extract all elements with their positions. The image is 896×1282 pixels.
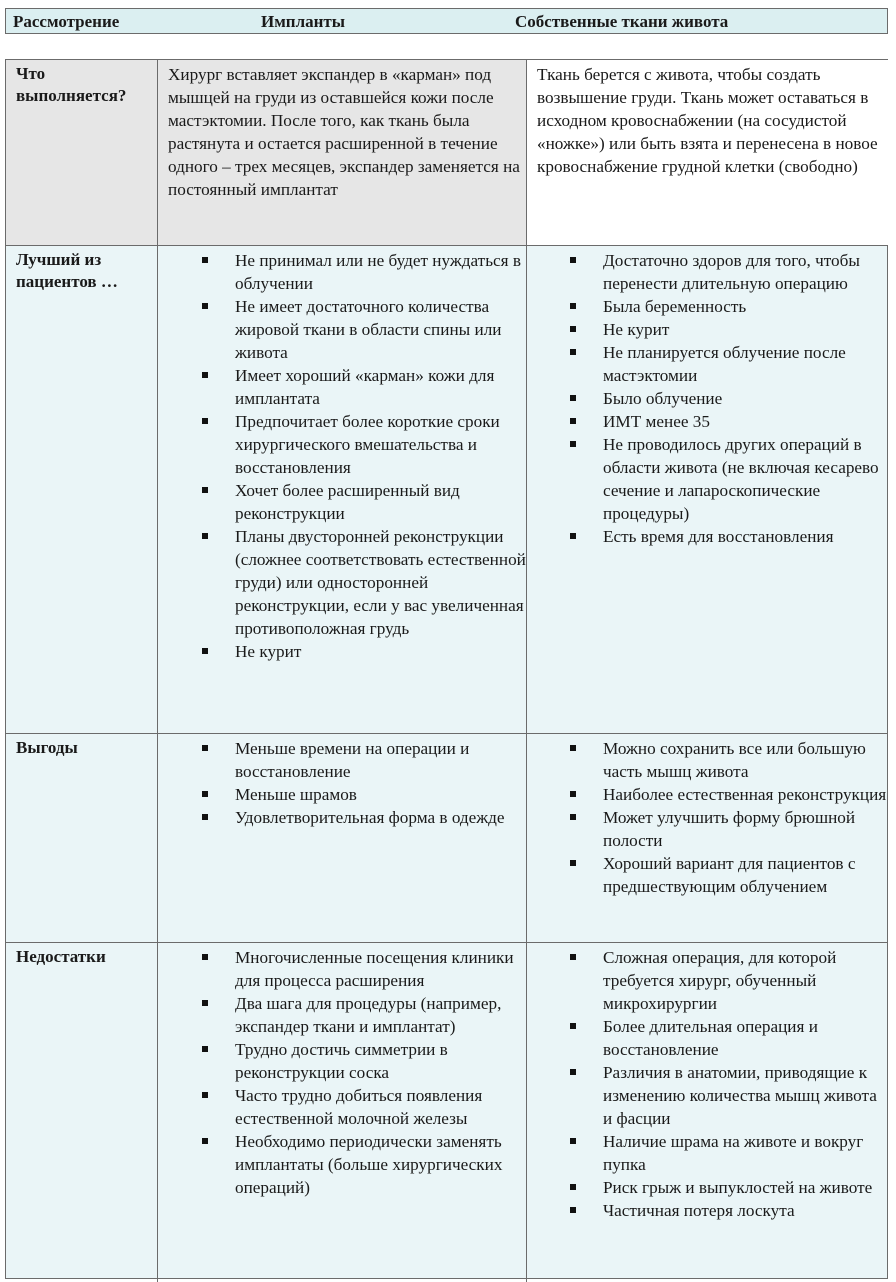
bullet-icon (570, 1023, 576, 1029)
bullet-icon (570, 349, 576, 355)
header-consideration: Рассмотрение (13, 12, 120, 31)
bullet-icon (202, 1092, 208, 1098)
list-item-text: Частичная потеря лоскута (603, 1201, 795, 1220)
bullet-icon (570, 954, 576, 960)
list-item-text: ИМТ менее 35 (603, 412, 710, 431)
list-item (202, 806, 526, 829)
implants-cell (157, 734, 526, 942)
tissue-cell (526, 246, 889, 733)
header-abdominal-tissue: Собственные ткани живота (515, 12, 729, 31)
list-item-text: Более длительная операция и восстановление (603, 1017, 818, 1059)
list-item (202, 992, 526, 1038)
bullet-icon (570, 1207, 576, 1213)
implants-cell (157, 246, 526, 733)
bullet-icon (570, 257, 576, 263)
bullet-icon (202, 745, 208, 751)
list-item (570, 1015, 889, 1061)
bullet-icon (570, 814, 576, 820)
list-item-text: Необходимо периодически заменять имплантаты (больше хирургических операций) (235, 1132, 503, 1197)
list-item-text: Не принимал или не будет нуждаться в облучении (235, 251, 521, 293)
bullet-icon (202, 257, 208, 263)
implants-list (202, 946, 526, 1199)
bullet-icon (570, 1138, 576, 1144)
implants-cell (157, 60, 526, 245)
bullet-icon (570, 745, 576, 751)
table-row (6, 245, 887, 733)
list-item (570, 852, 889, 898)
tissue-description: Ткань берется с живота, чтобы создать возвышение груди. Ткань может оставаться в исходном кровоснабжении (на сосудистой «ножке») или быть взята и перенесена в новое кровоснабжение грудной клетки (свободно) (537, 65, 878, 176)
list-item-text: Удовлетворительная форма в одежде (235, 808, 505, 827)
list-item-text: Трудно достичь симметрии в реконструкции соска (235, 1040, 448, 1082)
list-item (570, 1176, 889, 1199)
list-item (202, 410, 526, 479)
row-label-cell (6, 734, 157, 942)
tissue-list (570, 249, 889, 548)
bullet-icon (570, 860, 576, 866)
bullet-icon (202, 303, 208, 309)
bullet-icon (570, 441, 576, 447)
implants-list (202, 249, 526, 663)
list-item (202, 479, 526, 525)
implants-description: Хирург вставляет экспандер в «карман» под мышцей на груди из оставшейся кожи после мастэктомии. После того, как ткань была растянута и остается расширенной в течение одного – трех месяцев, экспандер заменяется на постоянный имплантат (168, 65, 520, 199)
row-label: Выгоды (16, 738, 78, 757)
list-item (202, 1084, 526, 1130)
list-item-text: Не курит (235, 642, 302, 661)
list-item (202, 737, 526, 783)
list-item (570, 410, 889, 433)
list-item (570, 1199, 889, 1222)
list-item-text: Наличие шрама на животе и вокруг пупка (603, 1132, 864, 1174)
list-item-text: Сложная операция, для которой требуется хирург, обученный микрохирургии (603, 948, 837, 1013)
list-item-text: Риск грыж и выпуклостей на животе (603, 1178, 873, 1197)
list-item (570, 1061, 889, 1130)
list-item-text: Было облучение (603, 389, 723, 408)
list-item (570, 249, 889, 295)
list-item (570, 341, 889, 387)
bullet-icon (202, 791, 208, 797)
list-item-text: Не планируется облучение после мастэктомии (603, 343, 846, 385)
list-item-text: Может улучшить форму брюшной полости (603, 808, 856, 850)
list-item (202, 1130, 526, 1199)
list-item (570, 806, 889, 852)
list-item (570, 433, 889, 525)
list-item-text: Имеет хороший «карман» кожи для имплантата (235, 366, 495, 408)
bullet-icon (202, 1000, 208, 1006)
bullet-icon (202, 533, 208, 539)
list-item-text: Была беременность (603, 297, 747, 316)
bullet-icon (570, 395, 576, 401)
tissue-list (570, 946, 889, 1222)
bullet-icon (570, 533, 576, 539)
list-item (202, 946, 526, 992)
list-item-text: Не курит (603, 320, 670, 339)
row-label-cell (6, 943, 157, 1282)
bullet-icon (570, 791, 576, 797)
list-item (202, 295, 526, 364)
list-item (570, 295, 889, 318)
list-item (202, 640, 526, 663)
list-item (202, 364, 526, 410)
bullet-icon (202, 372, 208, 378)
bullet-icon (202, 1138, 208, 1144)
list-item (202, 783, 526, 806)
bullet-icon (202, 814, 208, 820)
list-item (570, 783, 889, 806)
tissue-list (570, 737, 889, 898)
list-item (202, 525, 526, 640)
list-item (570, 1130, 889, 1176)
bullet-icon (202, 487, 208, 493)
bullet-icon (570, 326, 576, 332)
list-item (202, 1038, 526, 1084)
list-item-text: Меньше времени на операции и восстановление (235, 739, 470, 781)
implants-list (202, 737, 526, 829)
list-item-text: Меньше шрамов (235, 785, 357, 804)
bullet-icon (570, 418, 576, 424)
list-item-text: Многочисленные посещения клиники для процесса расширения (235, 948, 514, 990)
row-label-cell (6, 60, 157, 245)
bullet-icon (202, 1046, 208, 1052)
list-item-text: Хороший вариант для пациентов с предшествующим облучением (603, 854, 856, 896)
list-item-text: Различия в анатомии, приводящие к изменению количества мышц живота и фасции (603, 1063, 877, 1128)
table-header (5, 8, 888, 34)
list-item-text: Предпочитает более короткие сроки хирургического вмешательства и восстановления (235, 412, 500, 477)
list-item-text: Часто трудно добиться появления естественной молочной железы (235, 1086, 483, 1128)
row-label: Недостатки (16, 947, 106, 966)
tissue-cell (526, 734, 889, 942)
bullet-icon (202, 418, 208, 424)
list-item-text: Не имеет достаточного количества жировой ткани в области спины или живота (235, 297, 502, 362)
table-row (6, 942, 887, 1282)
row-label: Что выполняется? (16, 64, 127, 105)
header-implants: Импланты (261, 12, 346, 31)
list-item (570, 525, 889, 548)
bullet-icon (202, 954, 208, 960)
row-label-cell (6, 246, 157, 733)
list-item-text: Два шага для процедуры (например, экспандер ткани и имплантат) (235, 994, 502, 1036)
bullet-icon (202, 648, 208, 654)
list-item (570, 318, 889, 341)
list-item-text: Хочет более расширенный вид реконструкции (235, 481, 460, 523)
bullet-icon (570, 303, 576, 309)
list-item (570, 387, 889, 410)
list-item-text: Можно сохранить все или большую часть мышц живота (603, 739, 866, 781)
list-item-text: Достаточно здоров для того, чтобы перенести длительную операцию (603, 251, 860, 293)
implants-cell (157, 943, 526, 1282)
list-item-text: Есть время для восстановления (603, 527, 834, 546)
row-label: Лучший из пациентов … (16, 250, 118, 291)
tissue-cell (526, 60, 889, 245)
list-item-text: Не проводилось других операций в области живота (не включая кесарево сечение и лапароскопические процедуры) (603, 435, 879, 523)
list-item-text: Планы двусторонней реконструкции (сложнее соответствовать естественной груди) или односторонней реконструкции, если у вас увеличенная противоположная грудь (235, 527, 526, 638)
list-item (570, 946, 889, 1015)
list-item (570, 737, 889, 783)
comparison-table (5, 59, 888, 1279)
table-row (6, 60, 887, 245)
tissue-cell (526, 943, 889, 1282)
table-row (6, 733, 887, 942)
list-item (202, 249, 526, 295)
bullet-icon (570, 1069, 576, 1075)
bullet-icon (570, 1184, 576, 1190)
list-item-text: Наиболее естественная реконструкция (603, 785, 887, 804)
